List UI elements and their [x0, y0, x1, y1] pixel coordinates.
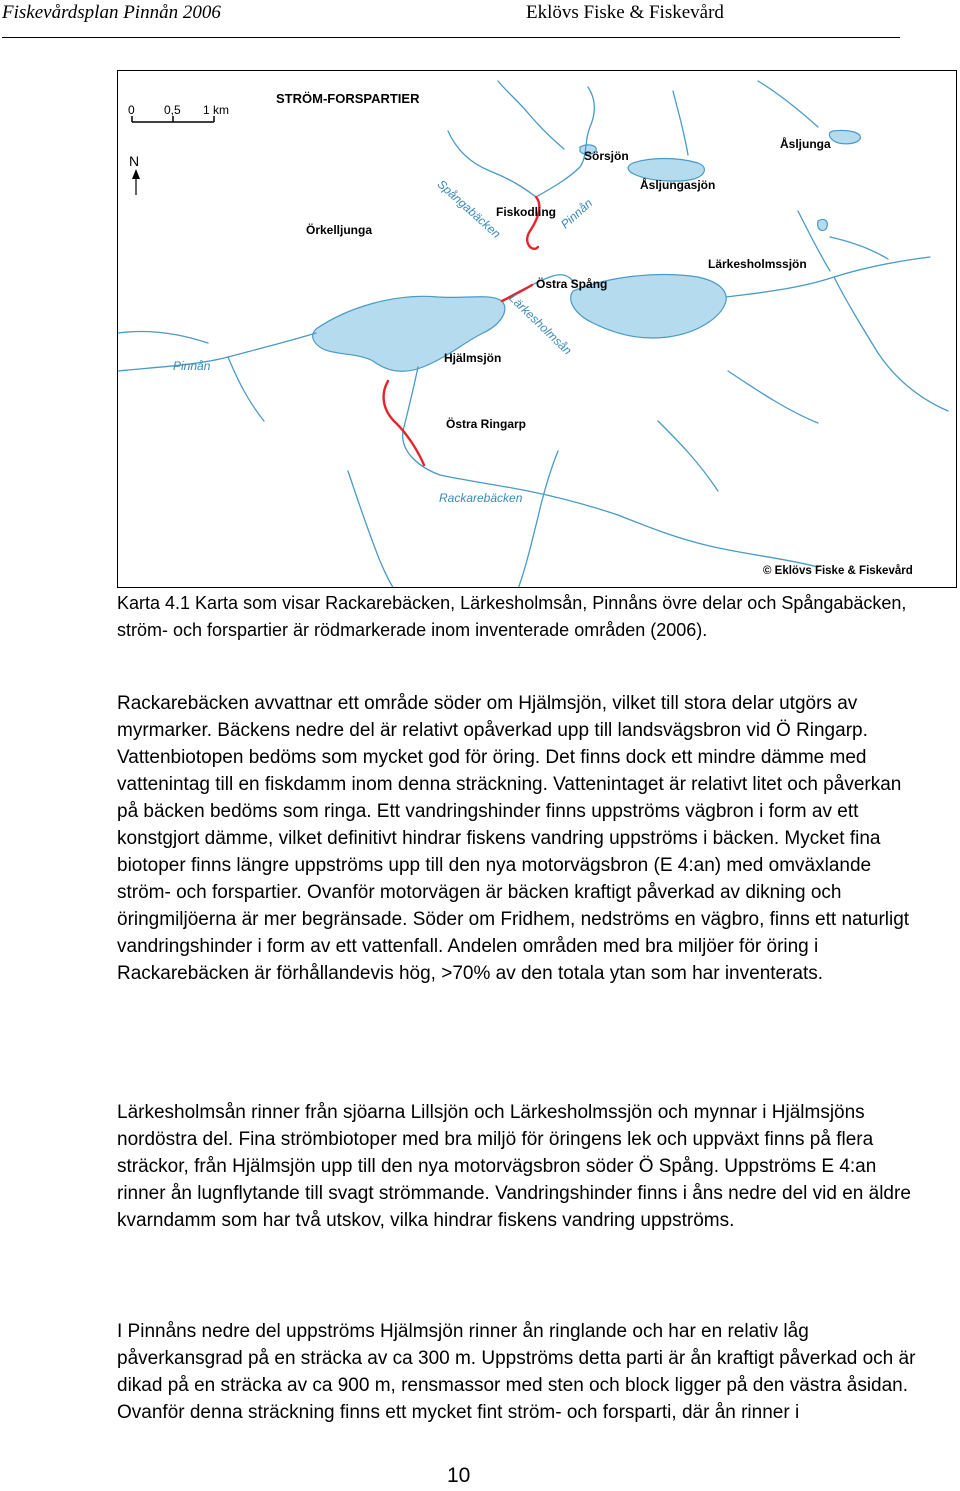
label-sorsjon: Sörsjön	[584, 149, 629, 163]
stream-pinnan-lower	[118, 333, 316, 371]
label-pinnan-lower: Pinnån	[173, 359, 211, 373]
stream-pinnan-upper	[536, 87, 594, 197]
label-rackarebacken: Rackarebäcken	[439, 491, 523, 505]
stream-south-d	[658, 421, 718, 491]
scale-1km: 1 km	[203, 103, 230, 117]
stream-east-b	[834, 277, 948, 411]
map-copyright: © Eklövs Fiske & Fiskevård	[763, 565, 913, 577]
map-figure	[117, 70, 957, 588]
paragraph-larkesholmsan: Lärkesholmsån rinner från sjöarna Lillsjön och Lärkesholmssjön och mynnar i Hjälmsjöns nordöstra del. Fina strömbiotoper med bra miljö för öringens lek och uppväxt finns på flera sträckor, från Hjälmsjön upp till den nya motorvägsbron söder Ö Spång. Uppströms E 4:an rinner ån lugnflytande till svagt strömmande. Vandringshinder finns i åns nedre del vid en äldre kvarndamm som har två utskov, vilka hindrar fiskens vandring uppströms.	[117, 1102, 911, 1231]
page-header	[0, 0, 960, 40]
stream-south-b	[518, 451, 558, 588]
lake-asljunga	[829, 130, 860, 143]
stream-west-a	[118, 331, 208, 343]
label-larkesholmssjon: Lärkesholmssjön	[708, 257, 807, 271]
scale-half: 0,5	[164, 103, 181, 117]
scale-0: 0	[128, 103, 135, 117]
label-asljungasjon: Åsljungasjön	[640, 178, 716, 192]
stream-north-b	[673, 91, 688, 155]
header-rule	[2, 37, 900, 38]
label-larkesholmsan: Lärkesholmsån	[506, 291, 575, 358]
label-fiskodling: Fiskodling	[496, 205, 556, 219]
label-pinnan-upper: Pinnån	[558, 195, 596, 232]
north-arrow-icon	[132, 169, 140, 195]
north-label: N	[129, 153, 140, 169]
figure-caption: Karta 4.1 Karta som visar Rackarebäcken, Lärkesholmsån, Pinnåns övre delar och Spångabäcken, ström- och forspartier är rödmarkerade inom inventerade områden (2006).	[117, 593, 907, 640]
stream-southwest	[348, 471, 394, 588]
header-right: Eklövs Fiske & Fiskevård	[526, 2, 724, 23]
paragraph-pinnan: I Pinnåns nedre del uppströms Hjälmsjön rinner ån ringlande och har en relativ låg påverkansgrad på en sträcka av ca 300 m. Uppströms detta parti är ån kraftigt påverkad och är dikad på en sträcka av ca 900 m, rensmassor med sten och block ligger på den västra åsidan. Ovanför denna sträckning finns ett mycket fint ström- och forsparti, där ån rinner i	[117, 1321, 916, 1423]
stream-west-b	[228, 357, 264, 421]
stream-northeast	[758, 81, 818, 127]
stream-spangabacken	[448, 131, 536, 197]
paragraph-rackarebacken: Rackarebäcken avvattnar ett område söder om Hjälmsjön, vilket till stora delar utgörs av myrmarker. Bäckens nedre del är relativt opåverkad upp till landsvägsbron vid Ö Ringarp. Vattenbiotopen bedöms som mycket god för öring. Det finns dock ett mindre dämme med vattenintag till en fiskdamm inom denna sträckning. Vattenintaget är relativt litet och påverkan på bäcken bedöms som ringa. Ett vandringshinder finns uppströms vägbron i form av ett konstgjort dämme, vilket definitivt hindrar fiskens vandring uppströms i bäcken. Mycket fina biotoper finns längre uppströms upp till den nya motorvägsbron (E 4:an) med omväxlande ström- och forspartier. Ovanför motorvägen är bäcken kraftigt påverkad av dikning och öringmiljöerna är mer begränsade. Söder om Fridhem, nedströms en vägbro, finns ett naturligt vandringshinder i form av ett vattenfall. Andelen områden med bra miljöer för öring i Rackarebäcken är förhållandevis hög, >70% av den totala ytan som har inventerats.	[117, 693, 910, 984]
label-spangabacken: Spångabäcken	[434, 177, 504, 241]
stream-east-c	[830, 237, 888, 259]
header-left: Fiskevårdsplan Pinnån 2006	[2, 2, 221, 23]
label-hjalmsjon: Hjälmsjön	[444, 351, 502, 365]
label-asljunga: Åsljunga	[780, 137, 831, 151]
stream-north-a	[498, 81, 564, 149]
map-title: STRÖM-FORSPARTIER	[276, 91, 420, 106]
page-number: 10	[447, 1464, 471, 1487]
lake-small-east	[818, 219, 828, 230]
rapids-rackarebacken	[384, 381, 424, 465]
label-ostra-spang: Östra Spång	[536, 277, 608, 291]
stream-south-e	[728, 371, 818, 423]
label-ostra-ringarp: Östra Ringarp	[446, 417, 527, 431]
label-orkelljunga: Örkelljunga	[306, 223, 373, 237]
stream-south-c	[618, 515, 818, 567]
